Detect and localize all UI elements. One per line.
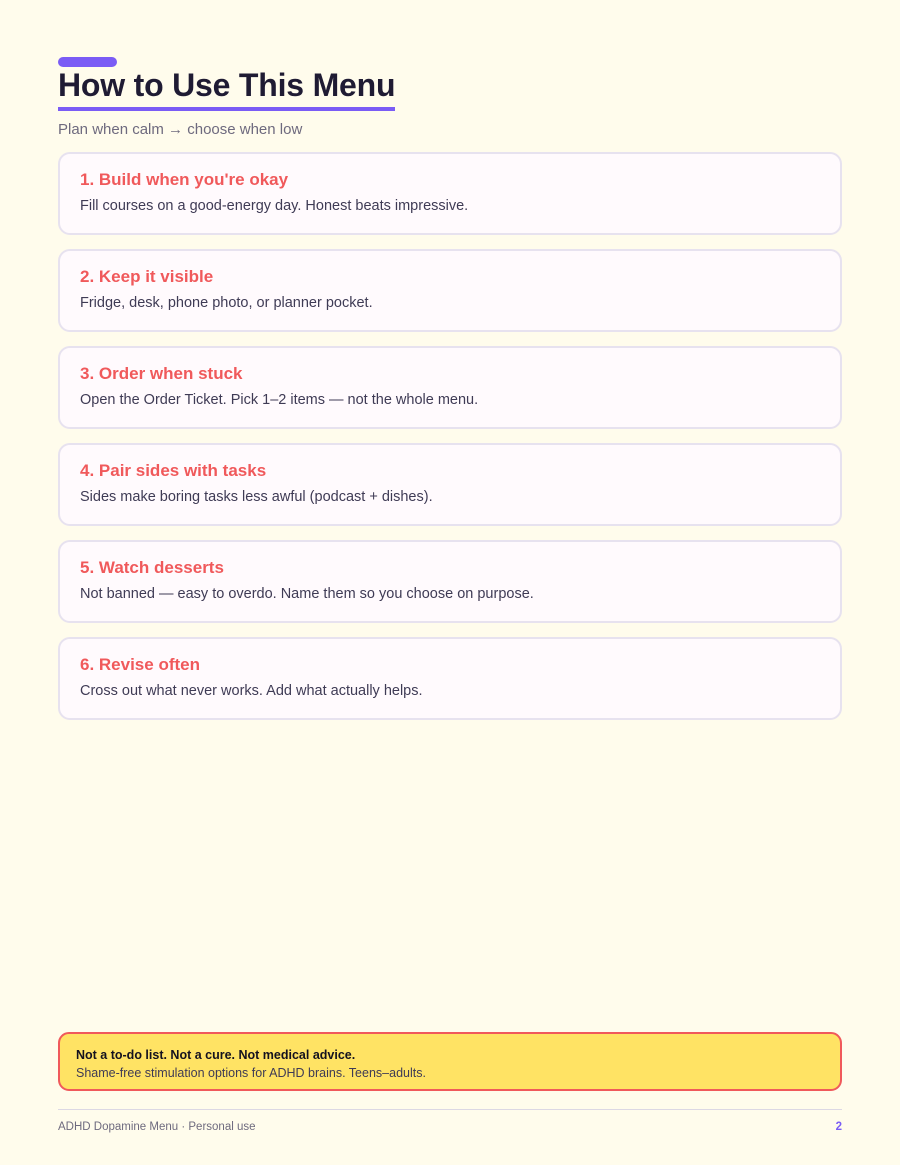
page-subtitle: Plan when calm → choose when low (58, 121, 303, 138)
step-text: Not banned — easy to overdo. Name them so you choose on purpose. (80, 586, 534, 602)
step-title: 2. Keep it visible (80, 267, 214, 286)
step-card (58, 443, 842, 526)
page (58, 0, 842, 1165)
step-text: Fill courses on a good-energy day. Honest beats impressive. (80, 198, 469, 214)
step-card (58, 637, 842, 720)
step-text: Sides make boring tasks less awful (podcast + dishes). (80, 489, 433, 505)
footer-divider (58, 1109, 842, 1110)
step-title: 1. Build when you're okay (80, 170, 289, 189)
step-title: 4. Pair sides with tasks (80, 461, 267, 480)
disclaimer-notice (58, 1032, 842, 1091)
step-title: 5. Watch desserts (80, 558, 224, 577)
disclaimer-text: Shame-free stimulation options for ADHD brains. Teens–adults. (76, 1066, 426, 1080)
step-card (58, 152, 842, 235)
page-number: 2 (835, 1121, 842, 1133)
step-text: Open the Order Ticket. Pick 1–2 items — not the whole menu. (80, 392, 479, 408)
step-card (58, 346, 842, 429)
title-underline (58, 66, 395, 111)
footer-label: ADHD Dopamine Menu · Personal use (58, 1121, 256, 1133)
step-card (58, 249, 842, 332)
step-text: Fridge, desk, phone photo, or planner pocket. (80, 295, 373, 311)
disclaimer-heading: Not a to-do list. Not a cure. Not medical advice. (76, 1048, 356, 1062)
step-text: Cross out what never works. Add what actually helps. (80, 683, 423, 699)
step-title: 6. Revise often (80, 655, 200, 674)
steps-list (58, 152, 842, 734)
step-title: 3. Order when stuck (80, 364, 243, 383)
page-title: How to Use This Menu (58, 67, 396, 103)
step-card (58, 540, 842, 623)
